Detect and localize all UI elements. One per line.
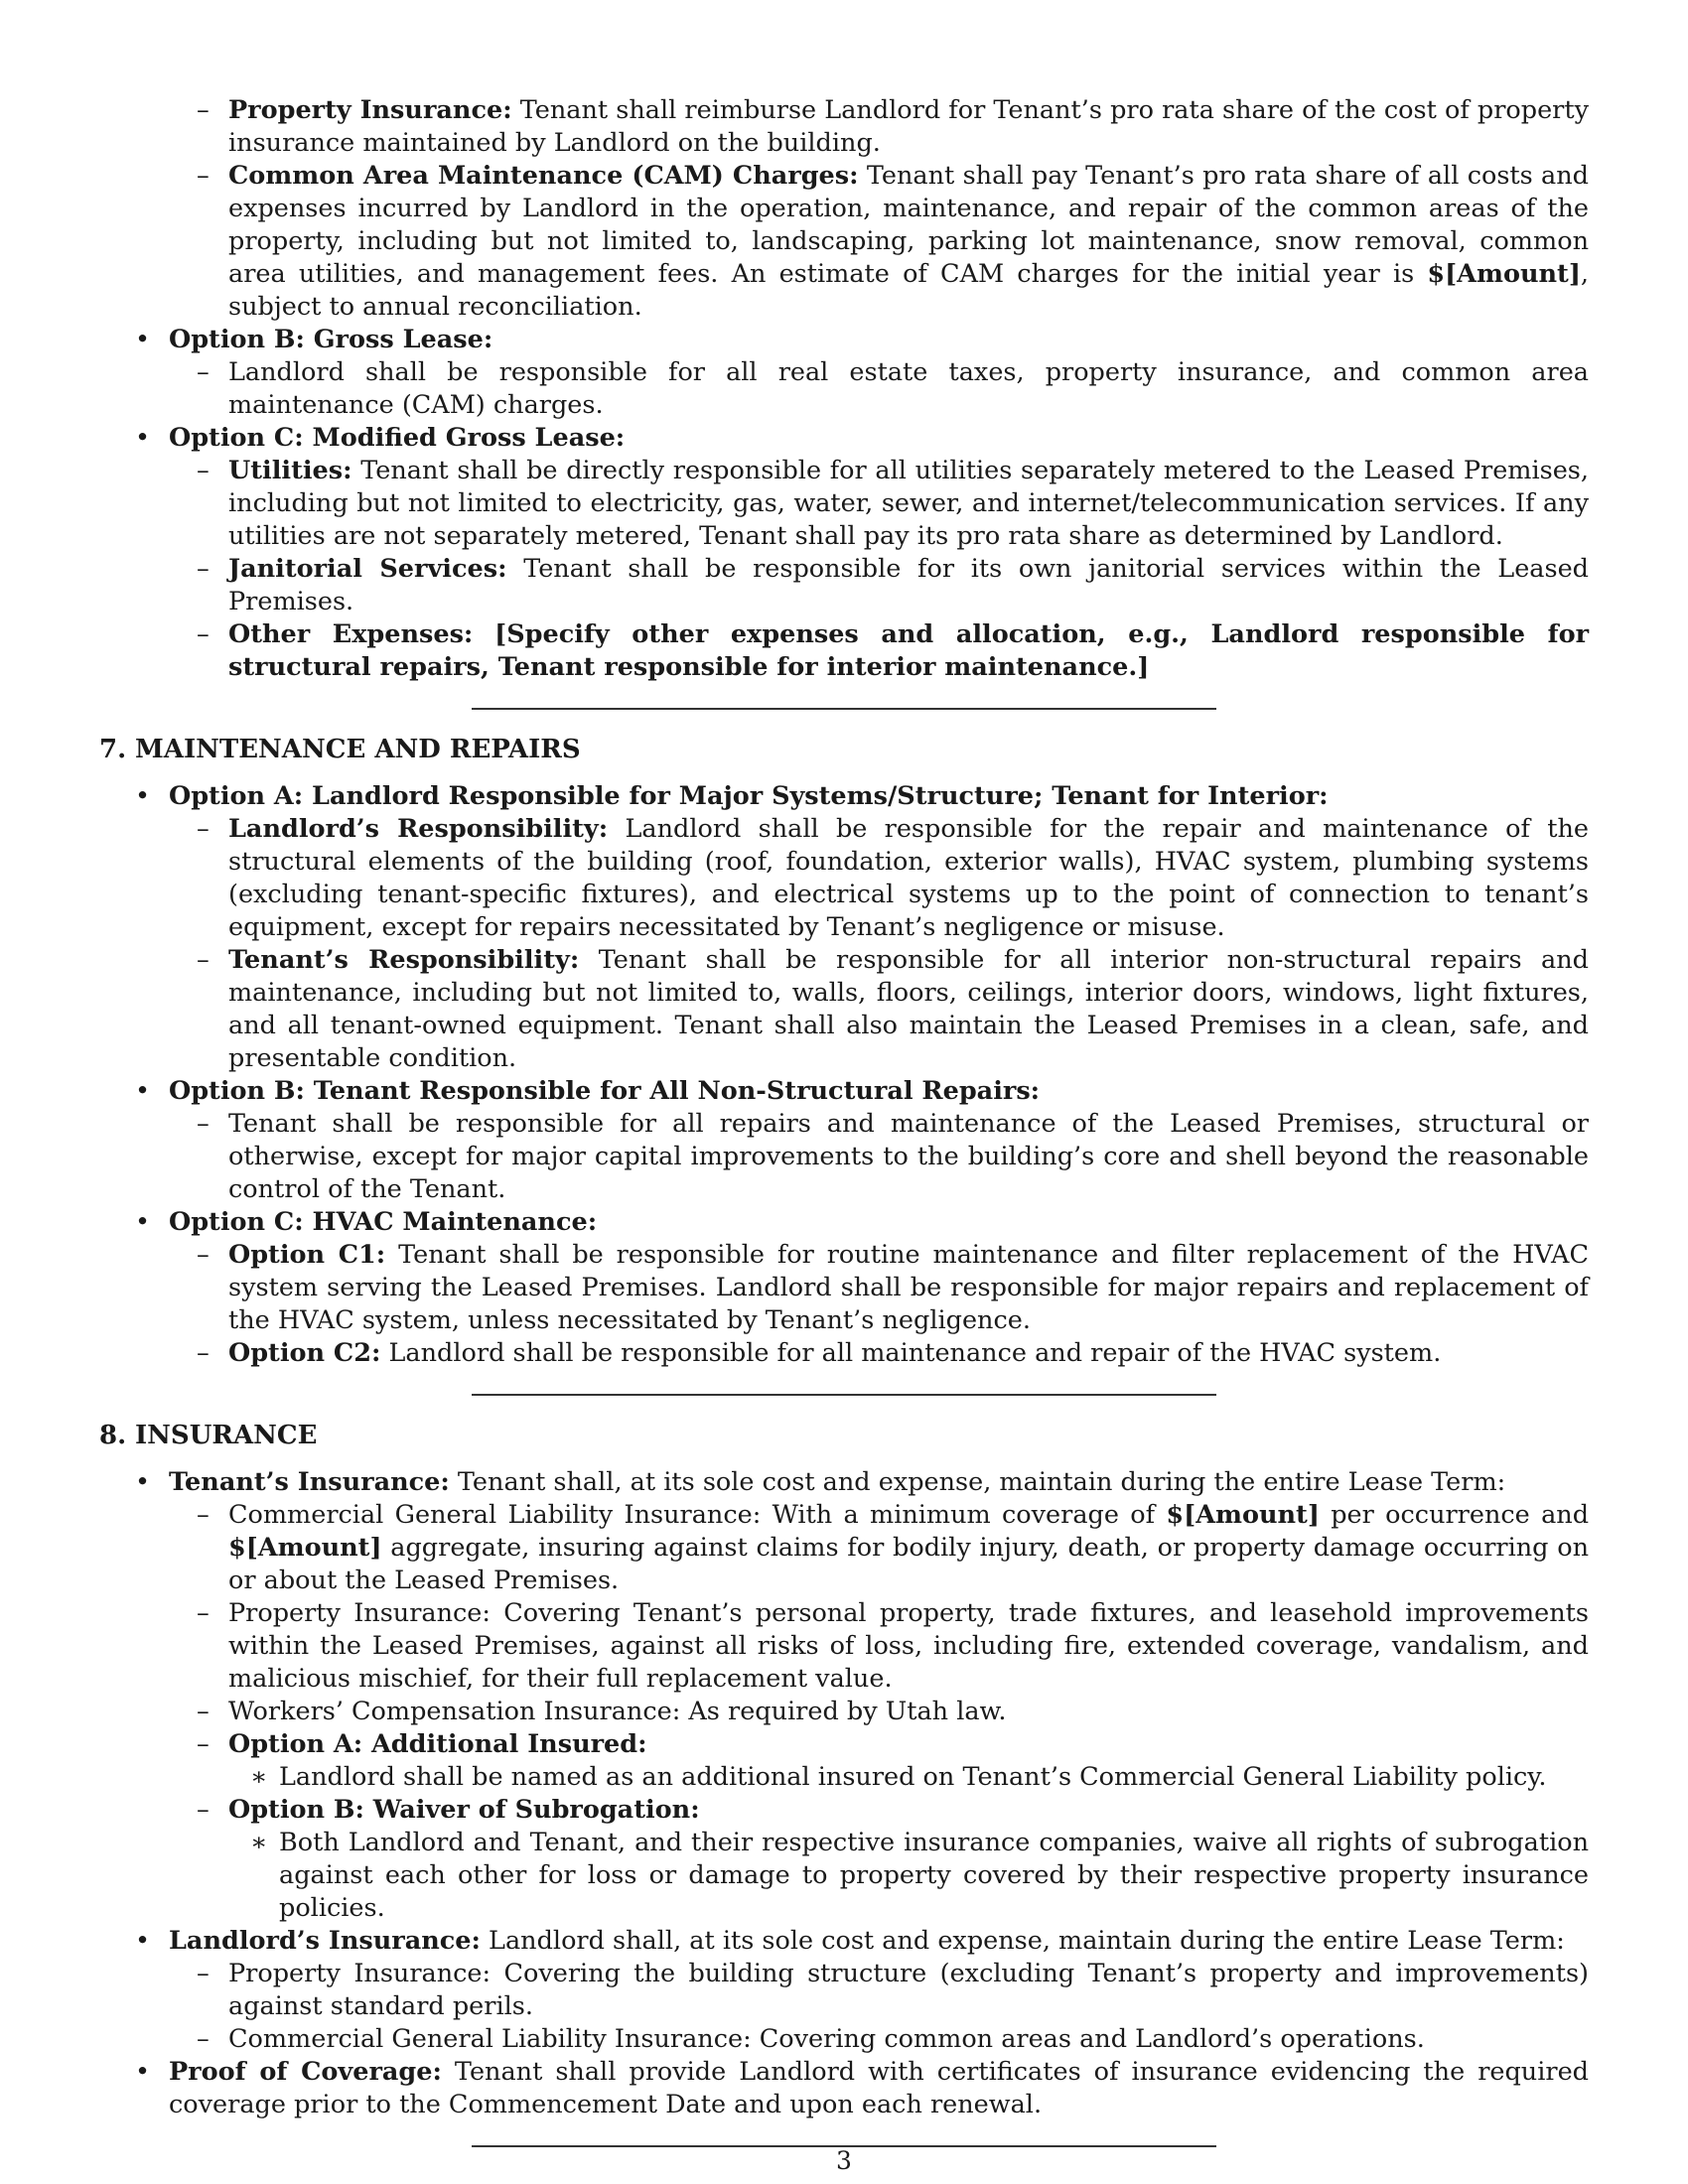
item-text: Property Insurance: Covering the building structure (excluding Tenant’s property and improvements) against standard perils. — [228, 1959, 1589, 2021]
item-label: Tenant’s Responsibility: — [228, 945, 580, 975]
item-text: Landlord shall, at its sole cost and expense, maintain during the entire Lease Term: — [489, 1926, 1565, 1956]
section-title: MAINTENANCE AND REPAIRS — [135, 735, 581, 764]
item-text: Tenant shall reimburse Landlord for Tenant’s pro rata share of the cost of property insurance maintained by Landlord on the building. — [228, 95, 1590, 158]
list-item — [99, 1075, 1589, 1108]
bullet-marker: • — [135, 423, 151, 453]
dash-marker: – — [197, 1240, 210, 1270]
bullet-marker: • — [135, 325, 151, 354]
item-label: Utilities: — [228, 456, 352, 485]
bullet-marker: • — [135, 1926, 151, 1956]
item-text: Tenant shall pay Tenant’s pro rata share of all costs and expenses incurred by Landlord in the operation, maintenance, and repair of the common areas of the property, including but not limited to, landscaping, parking lot maintenance, snow removal, common area utilities, and management fees. An estimate of CAM charges for the initial year is — [228, 161, 1590, 289]
list-item — [99, 1466, 1589, 1499]
dash-marker: – — [197, 619, 210, 649]
list-item — [99, 422, 1589, 455]
item-text: Tenant shall be responsible for its own janitorial services within the Leased Premises. — [228, 554, 1589, 616]
list-item — [99, 94, 1589, 160]
item-text: Tenant shall, at its sole cost and expense, maintain during the entire Lease Term: — [457, 1467, 1506, 1497]
section-title: INSURANCE — [135, 1421, 318, 1450]
list-item — [99, 1597, 1589, 1696]
dash-marker: – — [197, 945, 210, 975]
item-text: , subject to annual reconciliation. — [228, 259, 1589, 322]
item-label: Landlord’s Insurance: — [169, 1926, 481, 1956]
list-item — [99, 1108, 1589, 1206]
item-text: aggregate, insuring against claims for bodily injury, death, or property damage occurring on or about the Leased Premises. — [228, 1533, 1590, 1595]
item-text: Landlord shall be responsible for the repair and maintenance of the structural elements of the building (roof, foundation, exterior walls), HVAC system, plumbing systems (excluding tenant-specific fixtures), and electrical systems up to the point of connection to tenant’s equipment, except for repairs necessitated by Tenant’s negligence or misuse. — [228, 814, 1589, 942]
list-item — [99, 1728, 1589, 1761]
item-label: Landlord’s Responsibility: — [228, 814, 609, 844]
list-item — [99, 455, 1589, 553]
section-heading — [99, 734, 1589, 766]
item-text: Tenant shall be directly responsible for all utilities separately metered to the Leased Premises, including but not limited to electricity, gas, water, sewer, and internet/telecommunication services. If any utilities are not separately metered, Tenant shall pay its pro rata share as determined by Landlord. — [228, 456, 1589, 551]
item-text: Landlord shall be responsible for all maintenance and repair of the HVAC system. — [388, 1338, 1442, 1368]
list-item — [99, 160, 1589, 324]
item-text: Property Insurance: Covering Tenant’s personal property, trade fixtures, and leasehold improvements within the Leased Premises, against all risks of loss, including fire, extended coverage, vandalism, and malicious mischief, for their full replacement value. — [228, 1598, 1589, 1694]
list-item — [99, 2056, 1589, 2121]
dash-marker: – — [197, 1795, 210, 1825]
item-text: Tenant shall be responsible for routine maintenance and filter replacement of the HVAC system serving the Leased Premises. Landlord shall be responsible for major repairs and replacement of the HVAC system, unless necessitated by Tenant’s negligence. — [228, 1240, 1589, 1335]
list-item — [99, 1239, 1589, 1337]
item-label: Property Insurance: — [228, 95, 512, 125]
bullet-marker: • — [135, 2057, 151, 2087]
list-item — [99, 1499, 1589, 1597]
list-item — [99, 780, 1589, 813]
page-number: 3 — [836, 2146, 852, 2175]
item-label: Other Expenses: — [228, 619, 474, 649]
dash-marker: – — [197, 2024, 210, 2054]
option-label: Option B: Tenant Responsible for All Non-Structural Repairs: — [169, 1076, 1041, 1106]
star-marker: ∗ — [250, 1762, 268, 1792]
amount-placeholder: $[Amount] — [1166, 1500, 1320, 1530]
dash-marker: – — [197, 1500, 210, 1530]
list-item — [99, 1925, 1589, 1958]
list-item — [99, 944, 1589, 1075]
dash-marker: – — [197, 1598, 210, 1628]
item-text: Commercial General Liability Insurance: Covering common areas and Landlord’s operations. — [228, 2024, 1425, 2054]
item-label: Common Area Maintenance (CAM) Charges: — [228, 161, 859, 191]
option-label: Option C: Modified Gross Lease: — [169, 423, 626, 453]
amount-placeholder: $[Amount] — [1427, 259, 1581, 289]
list-item — [99, 356, 1589, 422]
option-label: Option A: Additional Insured: — [228, 1729, 647, 1759]
dash-marker: – — [197, 1729, 210, 1759]
dash-marker: – — [197, 161, 210, 191]
option-label: Option B: Waiver of Subrogation: — [228, 1795, 700, 1825]
dash-marker: – — [197, 1697, 210, 1726]
dash-marker: – — [197, 456, 210, 485]
dash-marker: – — [197, 1959, 210, 1988]
item-label: Janitorial Services: — [228, 554, 507, 584]
item-text: Commercial General Liability Insurance: With a minimum coverage of — [228, 1500, 1156, 1530]
list-item — [99, 1958, 1589, 2023]
bullet-marker: • — [135, 1076, 151, 1106]
section-heading — [99, 1420, 1589, 1452]
list-item — [99, 1206, 1589, 1239]
list-item — [99, 2023, 1589, 2056]
item-text: Landlord shall be responsible for all real estate taxes, property insurance, and common area maintenance (CAM) charges. — [228, 357, 1589, 420]
dash-marker: – — [197, 95, 210, 125]
amount-placeholder: $[Amount] — [228, 1533, 382, 1563]
section-divider — [472, 708, 1216, 710]
star-marker: ∗ — [250, 1828, 268, 1857]
dash-marker: – — [197, 357, 210, 387]
dash-marker: – — [197, 1109, 210, 1139]
item-label: Tenant’s Insurance: — [169, 1467, 450, 1497]
item-text: Tenant shall provide Landlord with certificates of insurance evidencing the required coverage prior to the Commencement Date and upon each renewal. — [169, 2057, 1589, 2119]
dash-marker: – — [197, 1338, 210, 1368]
option-label: Option B: Gross Lease: — [169, 325, 493, 354]
dash-marker: – — [197, 814, 210, 844]
list-item — [99, 324, 1589, 356]
list-item — [99, 618, 1589, 684]
bullet-marker: • — [135, 781, 151, 811]
list-item — [99, 1761, 1589, 1794]
section-number: 7. — [99, 735, 127, 764]
item-text: Workers’ Compensation Insurance: As required by Utah law. — [228, 1697, 1007, 1726]
item-text: Landlord shall be named as an additional insured on Tenant’s Commercial General Liability policy. — [279, 1762, 1547, 1792]
list-item — [99, 1794, 1589, 1827]
item-text: per occurrence and — [1331, 1500, 1590, 1530]
item-label: Proof of Coverage: — [169, 2057, 442, 2087]
item-text: [Specify other expenses and allocation, e.g., Landlord responsible for structural repairs, Tenant responsible for interior maintenance.] — [228, 619, 1590, 682]
section-number: 8. — [99, 1421, 127, 1450]
item-text: Both Landlord and Tenant, and their respective insurance companies, waive all rights of subrogation against each other for loss or damage to property covered by their respective property insurance policies. — [279, 1828, 1589, 1923]
item-label: Option C2: — [228, 1338, 381, 1368]
bullet-marker: • — [135, 1207, 151, 1237]
list-item — [99, 813, 1589, 944]
item-text: Tenant shall be responsible for all interior non-structural repairs and maintenance, including but not limited to, walls, floors, ceilings, interior doors, windows, light fixtures, and all tenant-owned equipment. Tenant shall also maintain the Leased Premises in a clean, safe, and presentable condition. — [228, 945, 1590, 1073]
document-body — [99, 94, 1589, 2147]
option-label: Option A: Landlord Responsible for Major Systems/Structure; Tenant for Interior: — [169, 781, 1329, 811]
section-divider — [472, 1394, 1216, 1396]
item-label: Option C1: — [228, 1240, 386, 1270]
dash-marker: – — [197, 554, 210, 584]
bullet-marker: • — [135, 1467, 151, 1497]
item-text: Tenant shall be responsible for all repairs and maintenance of the Leased Premises, structural or otherwise, except for major capital improvements to the building’s core and shell beyond the reasonable control of the Tenant. — [228, 1109, 1589, 1204]
option-label: Option C: HVAC Maintenance: — [169, 1207, 598, 1237]
list-item — [99, 553, 1589, 618]
list-item — [99, 1696, 1589, 1728]
list-item — [99, 1827, 1589, 1925]
list-item — [99, 1337, 1589, 1370]
